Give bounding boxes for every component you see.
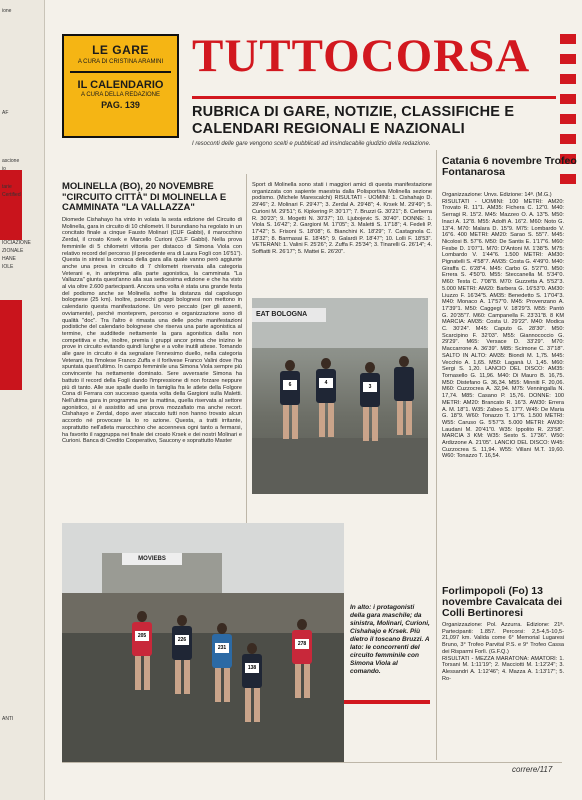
column-divider (436, 150, 437, 760)
photo-road (252, 438, 428, 494)
article-body-forlimpopoli (442, 622, 564, 682)
section-info-box (62, 34, 179, 138)
editorial-tagline: I resoconti delle gare vengono scelti e pubblicati ad insindacabile giudizio della redazione. (192, 141, 431, 147)
photo-sky (252, 298, 428, 348)
photo-women-race: MOVIEBS 205 226 231 138 278 (62, 523, 344, 763)
article-organization: Organizzazione: Pol. Azzurra. Edizione: 21ª. Partecipanti: 1.857. Percorsi: 2,5-4,5-10,5-21,097 km. Valida come 6° Memorial Lugaresi Bruno, 3° Trofeo Parvital P.S. e 9° Trofeo Cassa dei Risparmi Forlì. (G.F.Q.) (442, 622, 564, 655)
article-results: RISULTATI - MEZZA MARATONA: AMATORI: 1. Torsani M. 1:11'19"; 2. Macciotti M. 1:12'24"; 3. Alessandri A. 1:12'46"; 4. Mazza A. 1:13'17"; 5. Ro- (442, 655, 564, 682)
strip-text: IOCIAZIONE (2, 240, 31, 246)
strip-text: io (2, 166, 6, 172)
caption-accent-bar (344, 700, 430, 704)
strip-text: HANE (2, 256, 16, 262)
strip-text: Certified (2, 192, 21, 198)
page-number: correre/117 (512, 765, 553, 774)
calendario-credit: A CURA DELLA REDAZIONE (80, 92, 161, 98)
box-divider (70, 71, 171, 73)
red-ad-block (0, 170, 22, 240)
article-body-continued (252, 182, 432, 256)
strip-text: IOLE (2, 264, 14, 270)
strip-text: AF (2, 110, 9, 116)
photo-banner: MOVIEBS (122, 553, 182, 565)
article-results: RISULTATI - UOMINI: 1. Cishahajo D. 29'46"; 2. Molinari F. 29'47"; 3. Zerdal A. 29'48"; 4. Krsek M. 29'49"; 5. Curioni M. 29'51"; 6. Kipkering P. 30'17"; 7. Bruzzi G. 30'21"; 8. Cerberra R. 30'23"; 9. Mogetti N. 30'37"; 10. Ljubojevic S. 30'40". DONNE: 1. Viola S. 16'42"; 2. Gargioni M. 17'05"; 3. Maletti S. 17'18"; 4. Fedeli P. 17'42"; 5. Frisoni S. 18'08"; 6. Bianchini K. 18'29"; 7. Castagnola C. 18'32"; 8. Barmasai E. 18'45"; 9. Galardi P. 18'47"; 10. Lolli F. 18'53". VETERANI: 1. Valini F. 25'26"; 2. Zuffa F. 25'34"; 3. Tinarelli G. 26'14"; 4. Soffiatti R. 26'17"; 5. Mattei E. 26'20". (252, 195, 432, 256)
strip-text: ione (2, 8, 12, 14)
strip-text: ascione (2, 158, 20, 164)
previous-page-edge (0, 0, 45, 800)
photo-male-race: EAT BOLOGNA 6 4 3 (252, 298, 428, 494)
article-body: Diomede Cishahayo ha vinto in volata la sesta edizione del Circuito di Molinella, gara in circuito di 10 chilometri. Il burundiano ha regolato in un concitato finale a cinque Fausto Molinari (CUF Gabbi), il marocchino Zerdal, il croato Krsek e Marcello Curioni (CLF Gabbi). Nella prova femminile di 5 chilometri vittoria per distacco di Simona Viola con relativo record del percorso (il precedente era di Laura Fogli con 16'51"). Questa in sintesi la cronaca della gara alla quale vanno però aggiunte anche una prova in circuito di 7 chilometri riservata alla categoria Veterani e, in anteprima alla parte agonistica, la camminata "La Vallazza" giunta quest'anno alla sua sedicesima edizione e che ha visto al via oltre 2.600 partecipanti. Ancora una volta è stata una grande festa del podismo anche se Molinella soffre la distanza dal capoluogo bolognese (25 km). Inoltre, parecchi gruppi bolognesi non mettono in calendario questa manifestazione. Un vero peccato (per gli assenti, ovviamente), perché monteprem, percorso e organizzazione sono di qualità "doc". Tra l'altro è rimasta una delle poche manifestazioni podistiche del calendario bolognese che riserva una parte agonistica al termine, che sudditede nettamente la gara agonistica dalla non competitiva e che, inoltre, premia i gruppi ancor prima che inizino le prove in circuito evitando quindi lunghe e a volte inutili attese. Tornando alle gare in circuito è da segnalare l'ennesimo duello, nella categoria Veterani, tra l'imolese Franco Zuffa e il forlivese Franco Valini dove l'ha spuntata quest'ultimo. In campo femminile una Simona Viola sempre più convincente ha nettamente dominato. Sere avversarie Simona ha battuto il record della Fogli dando l'impressione di non forzare neppure più di tanto. Alle sue spalle duello in famiglia fra le atlete della Folgore Cona di Ferrara con successo questa volta della Gargioni sulla Maletti. Nell'ultima gara in programma per la mattina, quella riservata al settore agonistico, si è assistito ad una prova mozzafiato ma anche recort. Cishahayo e Zerdal, dopo aver staccato tutti non hanno trovato alcun accordo né provocare la lo ro azione. Questa, a tratti irritante, soprattutto nell'atleta marocchino che accenneva ogni tanto a fermarsi, ha favorito il raggruppa nei finale dei croato Krsek e dei nostri Molinari e Curioni. Banca di Credito Cooperativo, Saucony e soprattutto Master (62, 217, 242, 445)
footer-rule (62, 762, 562, 763)
red-ad-block-2 (0, 300, 22, 390)
calendario-page: PAG. 139 (101, 100, 140, 110)
strip-text: ANTI (2, 716, 14, 722)
article-headline-forlimpopoli: Forlimpopoli (Fo) 13 novembre Cavalcata dei Colli Bertinoresi (442, 585, 563, 619)
article-headline-catania: Catania 6 novembre Trofeo Fontanarosa (442, 155, 577, 178)
article-results: RISULTATI - UOMINI: 100 METRI: AM20: Trovato R. 11"1. AM35: Fichera C. 12"0. M40: Serragi R. 15"2. M45: Mazzeo O. A. 13"5. M50: Inaci A. 12"8. M55: Adolfi A. 16"2. M60: Noto G. 13"4. M70: Malara D. 15"9. M75: Lombardo V. 16"6. 400 METRI: AM20: Sarao S. 55"7. M45: Nicolosi B. 57"6. M50: De Santis E. 1'17"6. M60: Fesbe D. 1'07"1. M70: D'Antoni M. 1'38"5. M75: Lombardo V. 1'44"6. 1.500 METRI: AM30: Pignatelli S. 4'58"7. AM35: Costa G. 4'49"0. M40: Giraffa C. 6'28"4. M45: Carbo G. 5'27"0. M50: Errera S. 4'50"0. M55: Steccanella M. 5'34"0. M60: Testa C. 7'08"8. M70: Guzzetta A. 5'52"3. 5.000 METRI: AM20: Barbera G. 16'53"0. AM30: Liuzzo F. 16'34"5. AM35: Benedetto S. 17'04"3. M40: Monaco A. 17'57"0. M45: Provenzano A. 17'39"1. M50: Caggegi V. 18'29"3. M55: Pantò G. 20'35"7. M60: Campanella F. 23'31"8. 8 KM MARCIA: AM35: Costa U. 29'22". M40: Modica C. 30'24". M45: Caputo G. 28'30". M50: Scarcipino F. 32'03". M55: Giannococcio G. 29'29". M65: Versace D. 33'29". M70: Maccarrone A. 36'39". M85: Scimone C. 37'18". SALTO IN ALTO: AM35: Biondi M. 1,75. M45: Vecchio A. 1,65. M50: Laganà U. 1,45. M60: Sergi S. 1,20. LANCIO DEL DISCO: AM35: Tornasello G. 11,96. M40: Di Mauro B. 16,75. M50: Distefano G. 36,34. M55: Minniti F. 20,06. M60: Cuzzocrea A. 32,94. M75: Venningalla N. 17,74. M85: Casano P. 15,76. DONNE: 100 METRI: AM20: Brancato R. 16"3. AW30: Errera A. M. 18"1. W35: Zabeo S. 17"7. W45: De Maria G. 18"9. W60: Tonazzo T. 17"6. 1.500 METRI: W55: Caruso G. 5'57"3. 5.000 METRI: AW30: Laudani M. 20'41"0. W35: Ippolito R. 23'58". MARCIA 3 KM: W35: Sesto S. 17'36". W50: Ardizzone A. 21'05". LANCIO DEL DISCO: W45: Cuzzocrea S. 11,94. W55: Villani M.T. 19,60. W60: Tonazzo T. 16,54. (442, 198, 564, 460)
article-closing-text: Sport di Molinella sono stati i maggiori amici di questa manifestazione organizzata con sapiente maestria dalla Polisportiva Molinella sezione podismo. (Michele Marescalchi) (252, 182, 432, 202)
gare-credit: A CURA DI CRISTINA ARAMINI (77, 59, 164, 65)
section-subtitle: RUBRICA DI GARE, NOTIZIE, CLASSIFICHE E CALENDARI REGIONALI E NAZIONALI (192, 104, 515, 137)
masthead-title: TUTTOCORSA (192, 30, 531, 82)
article-headline: MOLINELLA (BO), 20 NOVEMBRE "CIRCUITO CITTÀ" DI MOLINELLA E CAMMINATA "LA VALLAZZA" (62, 181, 227, 213)
article-organization: Organizzazione: Unvs. Edizione: 14ª. (M.G.) (442, 192, 552, 198)
strip-text: tarie (2, 184, 12, 190)
article-body-catania (442, 192, 564, 460)
photo-caption: In alto: i protagonisti della gara maschile; da sinistra, Molinari, Curioni, Cishahajo e Krsek. Più dietro il toscano Bruzzi. A lato: le concorrenti del circuito femminile con Simona Viola al comando. (350, 604, 430, 675)
calendario-title: IL CALENDARIO (77, 79, 164, 91)
photo-banner: EAT BOLOGNA (252, 308, 326, 322)
strip-text: ZIONALE (2, 248, 24, 254)
masthead-rule (192, 96, 556, 99)
gare-title: LE GARE (92, 43, 149, 57)
